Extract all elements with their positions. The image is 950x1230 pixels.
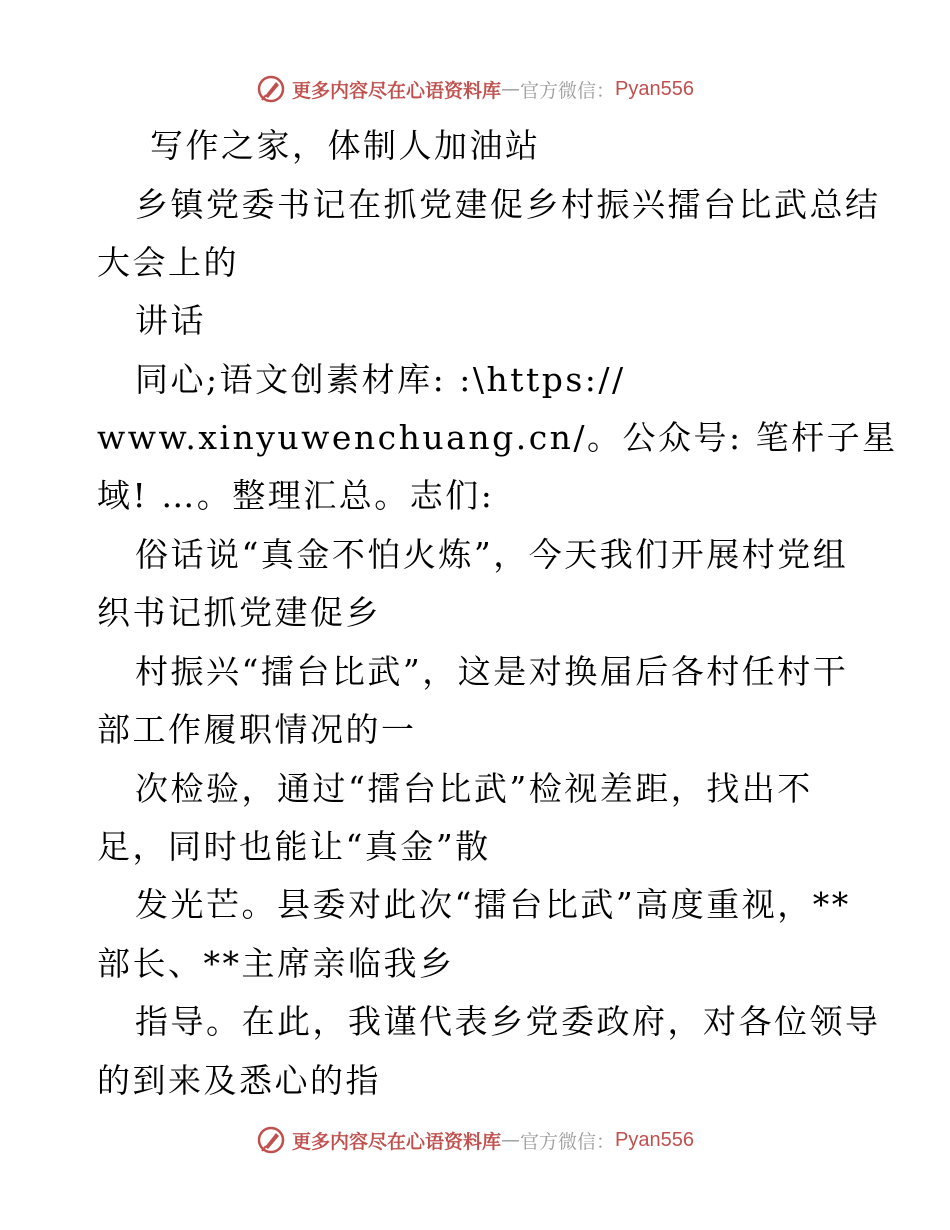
watermark-label: 官方微信： bbox=[520, 1130, 616, 1153]
doc-line: 讲话 bbox=[135, 301, 206, 340]
doc-line: 大会上的 bbox=[97, 243, 239, 282]
doc-line: 指导。在此，我谨代表乡党委政府，对各位领导 bbox=[135, 1002, 881, 1041]
doc-line: 部工作履职情况的一 bbox=[97, 710, 417, 749]
watermark-id: Pyan556 bbox=[615, 1128, 694, 1151]
watermark-footer bbox=[0, 1120, 950, 1160]
doc-line: 域! …。整理汇总。志们: bbox=[97, 476, 495, 515]
watermark-main-text: 更多内容尽在心语资料库 bbox=[292, 79, 502, 102]
watermark-label: 官方微信： bbox=[520, 79, 616, 102]
doc-line: 部长、**主席亲临我乡 bbox=[97, 944, 455, 983]
doc-line: 写作之家，体制人加油站 bbox=[150, 126, 541, 165]
doc-line: 发光芒。县委对此次“擂台比武”高度重视，** bbox=[135, 885, 851, 924]
doc-line: 村振兴“擂台比武”，这是对换届后各村任村干 bbox=[135, 652, 849, 691]
watermark-header bbox=[0, 69, 950, 109]
doc-line: 足，同时也能让“真金”散 bbox=[97, 827, 491, 866]
watermark-main-text: 更多内容尽在心语资料库 bbox=[292, 1130, 502, 1153]
doc-line: 织书记抓党建促乡 bbox=[97, 593, 381, 632]
doc-line: www.xinyuwenchuang.cn/。公众号: 笔杆子星 bbox=[97, 418, 898, 457]
doc-line: 同心;语文创素材库: :\https:// bbox=[135, 360, 626, 399]
doc-line: 乡镇党委书记在抓党建促乡村振兴擂台比武总结 bbox=[135, 185, 881, 224]
quill-logo-icon bbox=[256, 1125, 286, 1155]
watermark-dash: — bbox=[501, 1129, 521, 1151]
watermark-dash: — bbox=[501, 78, 521, 100]
doc-line: 次检验，通过“擂台比武”检视差距，找出不 bbox=[135, 769, 813, 808]
quill-logo-icon bbox=[256, 74, 286, 104]
doc-line: 的到来及悉心的指 bbox=[97, 1061, 381, 1100]
doc-line: 俗话说“真金不怕火炼”，今天我们开展村党组 bbox=[135, 535, 849, 574]
watermark-id: Pyan556 bbox=[615, 77, 694, 100]
